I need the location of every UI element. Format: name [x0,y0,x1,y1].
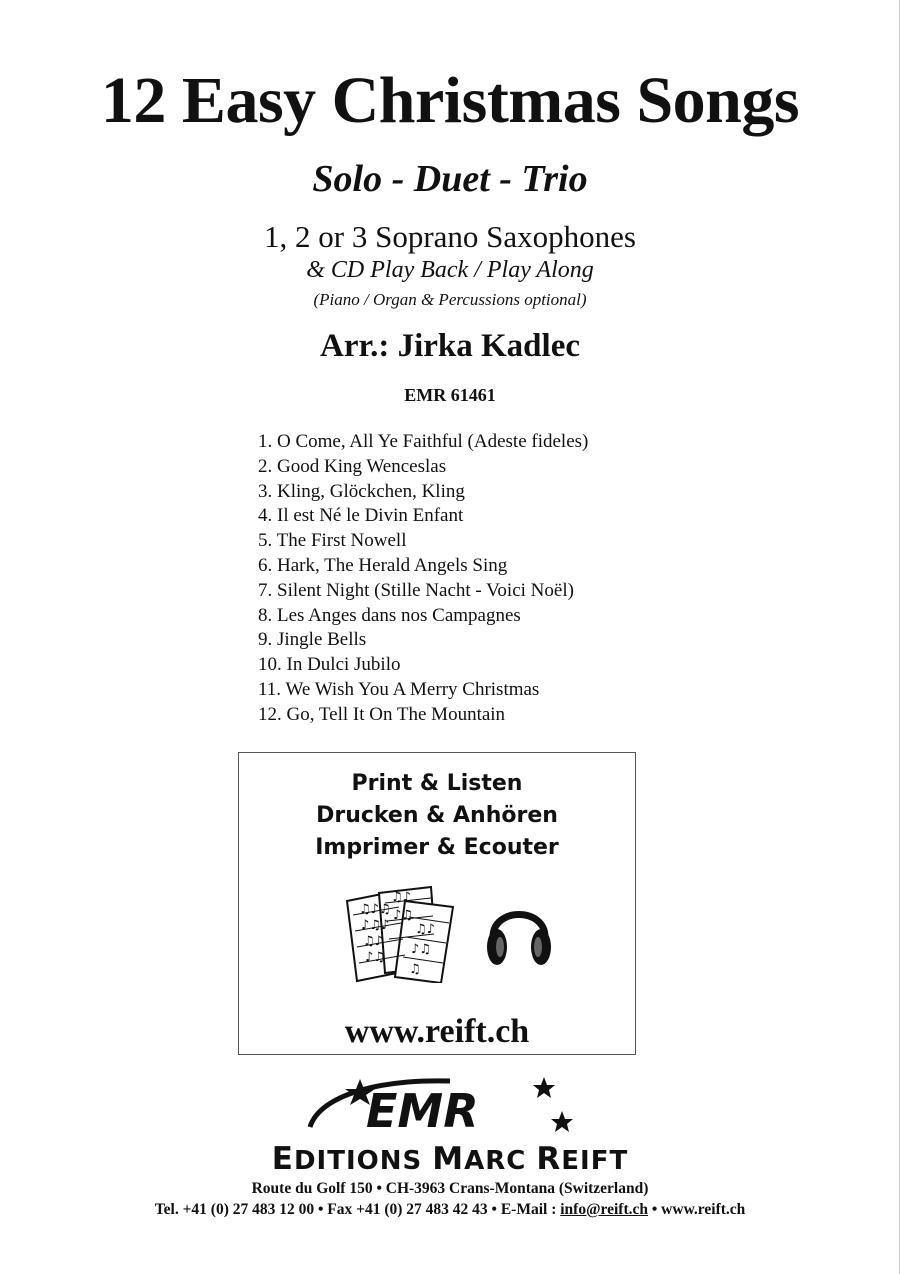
list-item: 4. Il est Né le Divin Enfant [258,505,464,527]
emr-logo-text: EMR [366,1084,479,1137]
svg-text:♫: ♫ [409,962,421,977]
svg-text:♪♫: ♪♫ [365,950,385,965]
cd-line: & CD Play Back / Play Along [306,257,594,283]
list-item: 6. Hark, The Herald Angels Sing [258,554,508,576]
publisher-name [0,1141,900,1177]
list-item: 5. The First Nowell [258,530,407,552]
publisher-part-2: ARC [464,1146,537,1176]
print-listen-box [238,752,636,1055]
svg-text:♪♫♪: ♪♫♪ [361,918,390,933]
svg-text:♫♪: ♫♪ [363,934,383,949]
contact-suffix: • www.reift.ch [648,1201,746,1218]
list-item: 12. Go, Tell It On The Mountain [258,703,506,725]
contact-prefix: Tel. +41 (0) 27 483 12 00 • Fax +41 (0) 27 483 42 43 • E-Mail : [154,1201,561,1218]
publisher-initial-r: R [536,1141,562,1177]
list-item: 7. Silent Night (Stille Nacht - Voici Noël) [258,579,574,601]
publisher-part-3: EIFT [561,1146,629,1176]
emr-logo [300,1075,600,1137]
website-link[interactable]: www.reift.ch [344,1013,530,1050]
catalog-number: EMR 61461 [404,385,496,405]
publisher-initial-e: E [271,1141,294,1177]
page-title: 12 Easy Christmas Songs [100,64,800,137]
svg-text:♫♪♫: ♫♪♫ [359,902,391,917]
instrumentation: 1, 2 or 3 Soprano Saxophones [264,219,636,254]
list-item: 9. Jingle Bells [258,629,367,651]
svg-text:♪♫: ♪♫ [411,942,431,957]
publisher-part-1: DITIONS [293,1146,433,1176]
svg-text:♫♪: ♫♪ [415,922,435,937]
optional-line: (Piano / Organ & Percussions optional) [313,290,587,309]
headphones-icon [483,893,555,973]
list-item: 10. In Dulci Jubilo [258,654,401,676]
promo-line-en: Print & Listen [351,771,523,796]
publisher-initial-m: M [432,1141,465,1177]
arranger: Arr.: Jirka Kadlec [320,328,580,364]
publisher-contact [0,1202,900,1218]
svg-text:♫♪: ♫♪ [391,890,411,905]
email-link[interactable]: info@reift.ch [560,1201,648,1218]
list-item: 1. O Come, All Ye Faithful (Adeste fideles) [258,431,589,452]
promo-line-fr: Imprimer & Ecouter [315,835,559,860]
list-item: 3. Kling, Glöckchen, Kling [258,480,465,502]
song-list [258,430,588,728]
list-item: 8. Les Anges dans nos Campagnes [258,604,521,626]
list-item: 11. We Wish You A Merry Christmas [258,678,540,700]
promo-line-de: Drucken & Anhören [316,803,558,828]
subtitle: Solo - Duet - Trio [312,158,588,200]
list-item: 2. Good King Wenceslas [258,455,447,477]
svg-text:♪♫: ♪♫ [393,908,413,923]
publisher-address: Route du Golf 150 • CH-3963 Crans-Montana (Switzerland) [251,1180,649,1197]
sheet-music-icon [339,883,469,983]
